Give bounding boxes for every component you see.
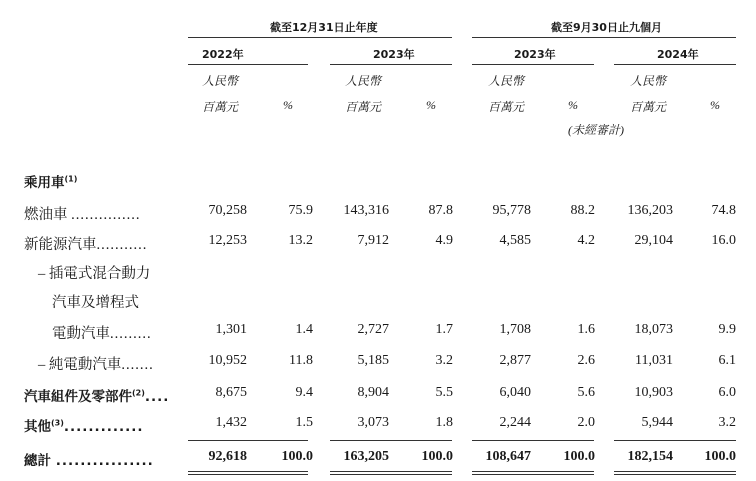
table-cell: 1,432: [215, 415, 247, 430]
table-cell: 4.2: [577, 233, 595, 248]
table-rule: [188, 440, 308, 441]
table-cell: 7,912: [357, 233, 389, 248]
table-cell: 95,778: [492, 203, 531, 218]
table-cell: 8,675: [215, 385, 247, 400]
table-rule: [614, 474, 736, 475]
table-cell: 29,104: [634, 233, 673, 248]
unit-millions: 百萬元: [630, 100, 667, 114]
rule-year-2024-nine: [614, 64, 736, 65]
table-cell: 11.8: [289, 353, 313, 368]
table-rule: [188, 471, 308, 472]
row-label-components: 汽車組件及零部件$^{(2)}$....: [24, 388, 170, 405]
table-cell: 2,244: [499, 415, 531, 430]
table-cell: 1.4: [295, 322, 313, 337]
year-2024-nine: 2024年: [657, 48, 699, 61]
rule-annual-period: [188, 37, 452, 38]
table-rule: [614, 471, 736, 472]
table-rule: [188, 474, 308, 475]
row-label-phev-3: 電動汽車.........: [52, 326, 152, 342]
table-cell: 5,944: [641, 415, 673, 430]
table-cell: 1.7: [435, 322, 453, 337]
table-cell: 10,952: [208, 353, 247, 368]
table-cell: 2,877: [499, 353, 531, 368]
table-cell: 6.1: [718, 353, 736, 368]
table-cell: 18,073: [634, 322, 673, 337]
rule-year-2023-nine: [472, 64, 594, 65]
table-cell: 100.0: [704, 449, 736, 464]
table-cell: 12,253: [208, 233, 247, 248]
unit-percent: %: [426, 98, 436, 112]
table-cell: 9.9: [718, 322, 736, 337]
table-cell: 1,301: [215, 322, 247, 337]
unit-rmb: 人民幣: [488, 74, 525, 88]
table-cell: 5.5: [435, 385, 453, 400]
table-cell: 2.6: [577, 353, 595, 368]
table-cell: 2,727: [357, 322, 389, 337]
table-cell: 100.0: [281, 449, 313, 464]
row-label-ice: 燃油車 ...............: [24, 207, 141, 223]
section-title: 乘用車$^{(1)}$: [24, 174, 78, 191]
table-cell: 143,316: [343, 203, 389, 218]
table-cell: 182,154: [627, 449, 673, 464]
unit-rmb: 人民幣: [630, 74, 667, 88]
row-label-nev: 新能源汽車...........: [24, 237, 148, 253]
table-cell: 108,647: [485, 449, 531, 464]
table-cell: 3.2: [718, 415, 736, 430]
table-cell: 13.2: [288, 233, 313, 248]
table-rule: [472, 474, 594, 475]
table-cell: 1.6: [577, 322, 595, 337]
unaudited-note: (未經審計): [568, 123, 624, 137]
table-cell: 74.8: [711, 203, 736, 218]
row-label-bev: – 純電動汽車.......: [38, 357, 154, 373]
table-rule: [614, 440, 736, 441]
table-cell: 6.0: [718, 385, 736, 400]
table-cell: 4,585: [499, 233, 531, 248]
year-2022: 2022年: [202, 48, 244, 61]
unit-millions: 百萬元: [202, 100, 239, 114]
table-cell: 5.6: [577, 385, 595, 400]
header-nine-month-period: 截至9月30日止九個月: [551, 21, 662, 34]
unit-percent: %: [568, 98, 578, 112]
year-2023-annual: 2023年: [373, 48, 415, 61]
row-label-total: 總計 ................: [24, 453, 154, 469]
table-cell: 163,205: [343, 449, 389, 464]
year-2023-nine: 2023年: [514, 48, 556, 61]
table-rule: [330, 474, 452, 475]
table-cell: 3.2: [435, 353, 453, 368]
table-cell: 100.0: [563, 449, 595, 464]
table-cell: 11,031: [635, 353, 673, 368]
unit-percent: %: [710, 98, 720, 112]
row-label-phev-1: – 插電式混合動力: [38, 266, 151, 282]
table-cell: 4.9: [435, 233, 453, 248]
row-label-phev-2: 汽車及增程式: [52, 295, 139, 311]
table-cell: 70,258: [208, 203, 247, 218]
table-cell: 1,708: [499, 322, 531, 337]
rule-year-2022: [188, 64, 308, 65]
table-cell: 136,203: [627, 203, 673, 218]
table-rule: [330, 440, 452, 441]
table-rule: [472, 471, 594, 472]
table-cell: 10,903: [634, 385, 673, 400]
table-cell: 87.8: [428, 203, 453, 218]
unit-millions: 百萬元: [488, 100, 525, 114]
rule-nine-month-period: [472, 37, 736, 38]
table-cell: 8,904: [357, 385, 389, 400]
table-cell: 1.8: [435, 415, 453, 430]
unit-rmb: 人民幣: [202, 74, 239, 88]
table-cell: 3,073: [357, 415, 389, 430]
table-rule: [330, 471, 452, 472]
table-cell: 100.0: [421, 449, 453, 464]
table-rule: [472, 440, 594, 441]
unit-percent: %: [283, 98, 293, 112]
table-cell: 16.0: [711, 233, 736, 248]
table-cell: 88.2: [570, 203, 595, 218]
unit-millions: 百萬元: [345, 100, 382, 114]
table-cell: 92,618: [208, 449, 247, 464]
header-annual-period: 截至12月31日止年度: [270, 21, 378, 34]
unit-rmb: 人民幣: [345, 74, 382, 88]
rule-year-2023-annual: [330, 64, 452, 65]
table-cell: 1.5: [295, 415, 313, 430]
table-cell: 5,185: [357, 353, 389, 368]
table-cell: 2.0: [577, 415, 595, 430]
table-cell: 9.4: [295, 385, 313, 400]
row-label-others: 其他$^{(3)}$.............: [24, 418, 144, 435]
table-cell: 6,040: [499, 385, 531, 400]
table-cell: 75.9: [288, 203, 313, 218]
